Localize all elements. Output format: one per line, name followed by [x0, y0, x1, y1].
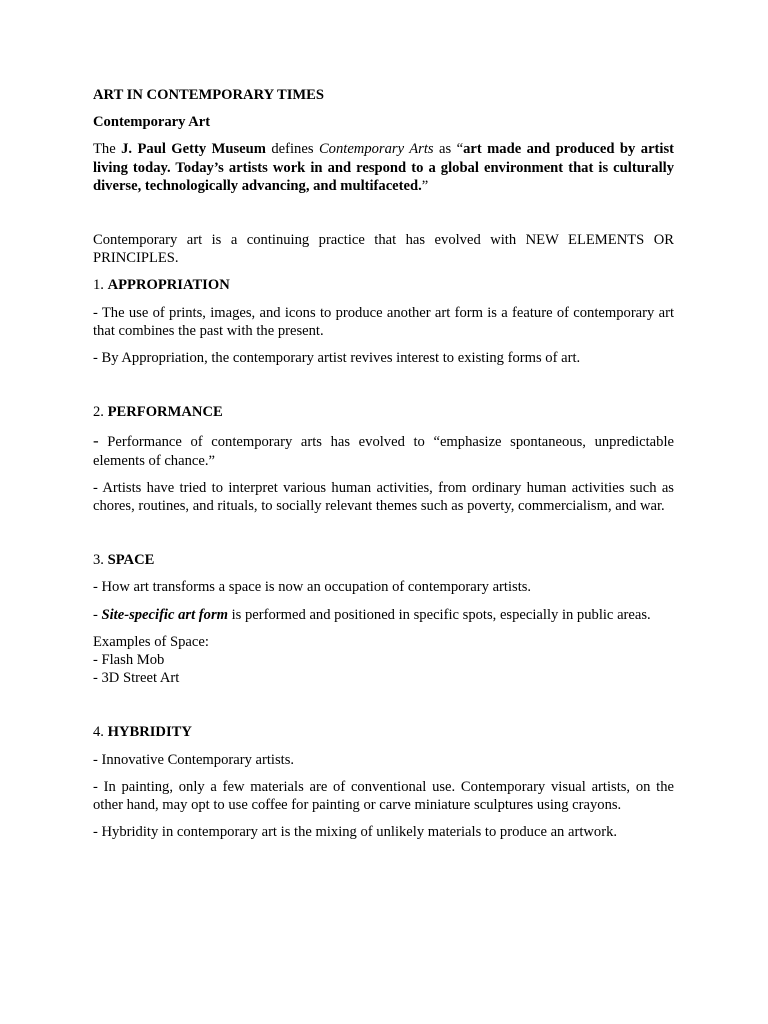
examples-label: Examples of Space:: [93, 633, 209, 650]
section-heading-appropriation: 1. APPROPRIATION: [93, 277, 230, 294]
section-heading-performance: 2. PERFORMANCE: [93, 404, 223, 421]
intro-close: ”: [421, 177, 429, 194]
section-point: - Artists have tried to interpret various human activities, from ordinary human activities such as chores, routines, and rituals, to socially relevant themes such as poverty, commercialism, and war.: [93, 479, 674, 515]
intro-pre: The: [93, 141, 122, 158]
intro-paragraph: [93, 140, 674, 195]
emphasis-term: Site-specific art form: [101, 606, 228, 623]
section-point: - How art transforms a space is now an occupation of contemporary artists.: [93, 579, 532, 596]
section-point: - Performance of contemporary arts has evolved to “emphasize spontaneous, unpredictable elements of chance.”: [93, 431, 674, 469]
document-title: ART IN CONTEMPORARY TIMES: [93, 87, 325, 103]
section-point: - Innovative Contemporary artists.: [93, 751, 295, 768]
list-item: - 3D Street Art: [93, 670, 180, 687]
section-subtitle: Contemporary Art: [93, 114, 211, 131]
dash-marker: -: [93, 431, 99, 451]
section-heading-space: 3. SPACE: [93, 552, 155, 569]
section-point: - By Appropriation, the contemporary artist revives interest to existing forms of art.: [93, 350, 581, 367]
document-page: [93, 86, 674, 850]
section-point: - In painting, only a few materials are of conventional use. Contemporary visual artists, on the other hand, may opt to use coffee for painting or carve miniature sculptures using crayons.: [93, 778, 674, 814]
intro-mid: defines: [265, 141, 319, 158]
section-point: - The use of prints, images, and icons to produce another art form is a feature of contemporary art that combines the past with the present.: [93, 304, 674, 339]
section-heading-hybridity: 4. HYBRIDITY: [93, 724, 192, 741]
defined-term: Contemporary Arts: [318, 141, 434, 158]
list-item: - Flash Mob: [93, 652, 165, 669]
section-point: - Hybridity in contemporary art is the mixing of unlikely materials to produce an artwork.: [93, 824, 618, 841]
section-point: - Site-specific art form is performed and positioned in specific spots, especially in public areas.: [93, 606, 651, 623]
intro-as: as “: [433, 141, 464, 158]
museum-name: J. Paul Getty Museum: [121, 141, 266, 158]
lead-paragraph: Contemporary art is a continuing practice that has evolved with NEW ELEMENTS OR PRINCIPLES.: [93, 232, 674, 267]
examples-list: [93, 633, 674, 688]
definition-text: art made and produced by artist living today. Today’s artists work in and respond to a global environment that is culturally diverse, technologically advancing, and multifaceted.: [93, 141, 674, 194]
